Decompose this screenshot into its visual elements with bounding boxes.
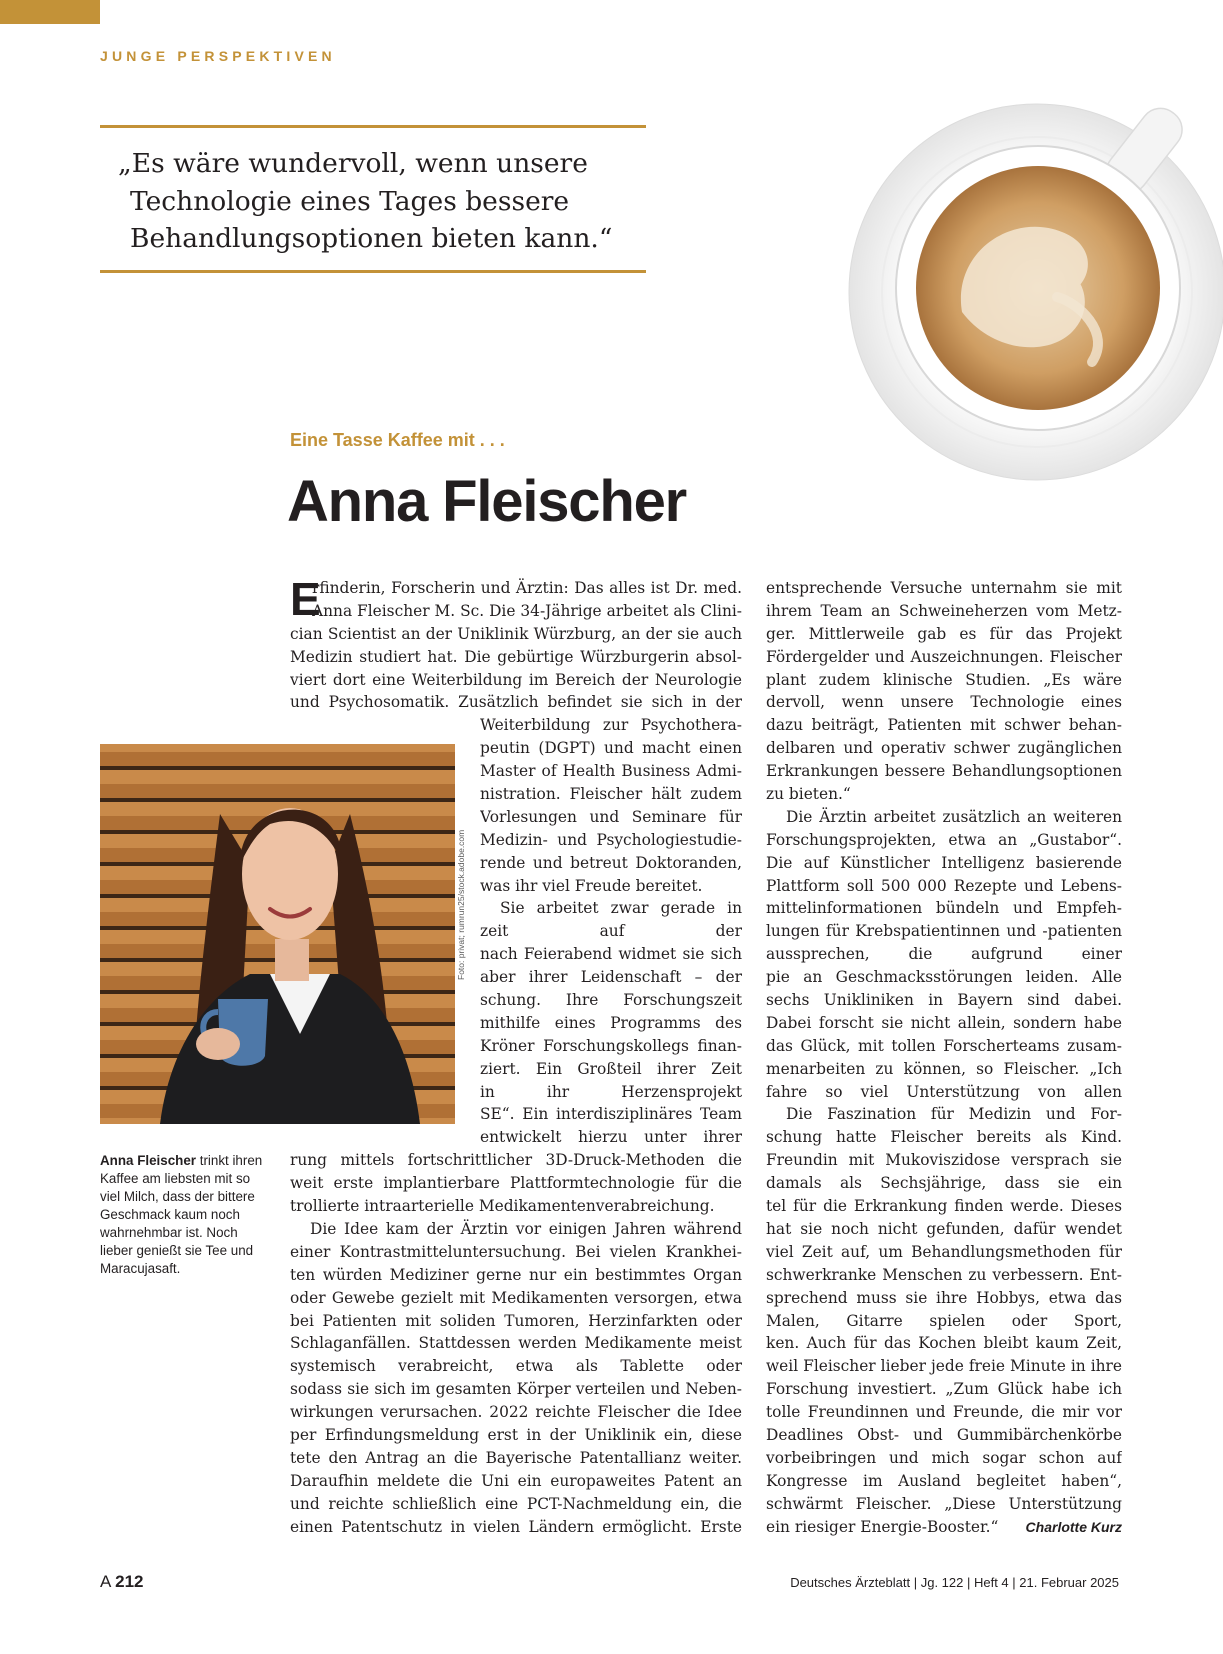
body-line: delbaren und operativ schwer zugänglichen — [766, 739, 1122, 758]
body-line: wirkungen verursachen. 2022 reichte Fleischer die Idee — [290, 1403, 742, 1422]
page-prefix: A — [100, 1572, 116, 1591]
body-line: Erkrankungen bessere Behandlungsoptionen — [766, 762, 1122, 781]
body-line: plant zudem klinische Studien. „Es wäre — [766, 670, 1122, 689]
page-number-value: 212 — [115, 1572, 144, 1591]
body-line: aber ihrer Leidenschaft – der — [480, 968, 742, 987]
body-line: Die Faszination für Medizin und For- — [786, 1105, 1122, 1124]
body-line: Die Ärztin arbeitet zusätzlich an weiteren — [786, 807, 1122, 826]
body-line: Fördergelder und Auszeichnungen. Fleischer — [766, 647, 1122, 666]
body-line: was ihr viel Freude bereitet. — [480, 876, 703, 895]
body-line: Vorlesungen und Seminare für — [480, 807, 742, 826]
article-author: Charlotte Kurz — [1025, 1518, 1122, 1535]
body-line: Daraufhin meldete die Uni ein europaweites Patent an — [290, 1471, 742, 1490]
body-line: schwerkranke Menschen zu verbessern. Ent- — [766, 1265, 1122, 1284]
body-line: mithilfe eines Programms des — [480, 1013, 742, 1032]
body-line: nistration. Fleischer hält zudem — [480, 785, 742, 804]
body-line: rung mittels fortschrittlicher 3D-Druck-Methoden die — [290, 1151, 742, 1170]
body-line: zeit auf der — [480, 922, 742, 941]
body-line: lungen für Krebspatientinnen und -patienten — [766, 922, 1122, 941]
pull-quote — [100, 125, 646, 273]
photo-credit: Foto: privat; rumrun25/stock.adobe.com — [456, 829, 466, 980]
photo-caption — [100, 1152, 270, 1278]
body-line: Forschungsprojekten, etwa an „Gustabor“. — [766, 830, 1122, 849]
body-line: Plattform soll 500 000 Rezepte und Lebens- — [766, 876, 1122, 895]
body-line: SE“. Ein interdisziplinäres Team — [480, 1105, 742, 1124]
body-line: sprechend muss sie ihre Hobbys, etwa das — [766, 1288, 1122, 1307]
body-line: viert dort eine Weiterbildung im Bereich der Neurologie — [290, 670, 742, 689]
body-line-text: ein riesiger Energie-Booster.“ — [766, 1517, 999, 1536]
body-line: entwickelt hierzu unter ihrer — [480, 1128, 742, 1147]
body-line: dazu beiträgt, Patienten mit schwer behan- — [766, 716, 1122, 735]
body-line: Freundin mit Mukoviszidose versprach sie — [766, 1151, 1122, 1170]
body-line: ihrem Team an Schweineherzen vom Metz- — [766, 601, 1122, 620]
body-line: einen Patentschutz in vielen Ländern ermöglicht. Erste — [290, 1517, 742, 1536]
body-line — [766, 1516, 1122, 1539]
body-line: Weiterbildung zur Psychothera- — [480, 716, 742, 735]
body-line: rende und betreut Doktoranden, — [480, 853, 742, 872]
body-line: entsprechende Versuche unternahm sie mit — [766, 579, 1122, 597]
body-line: nach Feierabend widmet sie sich — [480, 945, 742, 964]
body-line: cian Scientist an der Uniklinik Würzburg, an der sie auch — [290, 624, 742, 643]
body-line: Die auf Künstlicher Intelligenz basierende — [766, 853, 1122, 872]
body-line: ten würden Mediziner gerne nur ein bestimmtes Organ — [290, 1265, 742, 1284]
body-line: viel Zeit auf, um Behandlungsmethoden für — [766, 1242, 1122, 1261]
body-line: Anna Fleischer M. Sc. Die 34-Jährige arbeitet als Clini- — [312, 601, 742, 620]
article-headline: Anna Fleischer — [287, 469, 686, 534]
pull-quote-line: Behandlungsoptionen bieten kann.“ — [130, 223, 613, 254]
body-line: schwärmt Fleischer. „Diese Unterstützung — [766, 1494, 1122, 1513]
body-line: damals als Sechsjährige, dass sie ein — [766, 1174, 1122, 1193]
body-line: schung. Ihre Forschungszeit — [480, 991, 742, 1010]
body-line: zu bieten.“ — [766, 785, 851, 804]
body-line: bei Patienten mit soliden Tumoren, Herzinfarkten oder — [290, 1311, 742, 1330]
body-line: Medizin studiert hat. Die gebürtige Würzburgerin absol- — [290, 647, 742, 666]
body-line: menarbeiten zu können, so Fleischer. „Ich — [766, 1059, 1122, 1078]
caption-text: trinkt ihren Kaffee am liebsten mit so viel Milch, dass der bittere Geschmack kaum noch wahrnehmbar ist. Noch lieber genießt sie Tee und Maracujasaft. — [100, 1153, 263, 1276]
body-line: peutin (DGPT) und macht einen — [480, 739, 742, 758]
body-line: hat sie noch nicht gefunden, dafür wendet — [766, 1219, 1122, 1238]
pull-quote-line: Technologie eines Tages bessere — [130, 185, 570, 217]
body-line: systemisch verabreicht, etwa als Tablette oder — [290, 1357, 742, 1376]
body-line: oder Gewebe gezielt mit Medikamenten versorgen, etwa — [290, 1288, 742, 1307]
body-line: und reichte schließlich eine PCT-Nachmeldung ein, die — [290, 1494, 742, 1513]
coffee-cup-image — [842, 92, 1223, 492]
body-line: ken. Auch für das Kochen bleibt kaum Zeit, — [766, 1334, 1122, 1353]
body-line: das Glück, mit tollen Forscherteams zusam- — [766, 1036, 1122, 1055]
body-line: Sie arbeitet zwar gerade in — [500, 899, 742, 918]
body-line: sechs Unikliniken in Bayern sind dabei. — [766, 991, 1122, 1010]
body-line: trollierte intraarterielle Medikamentenverabreichung. — [290, 1197, 715, 1216]
page-number — [100, 1572, 144, 1592]
body-line: Medizin- und Psychologiestudie- — [480, 830, 742, 849]
body-line: schung hatte Fleischer bereits als Kind. — [766, 1128, 1122, 1147]
body-line: pie an Geschmacksstörungen leiden. Alle — [766, 968, 1122, 987]
drop-cap: E — [290, 573, 321, 625]
body-line: fahre so viel Unterstützung von allen — [766, 1082, 1122, 1101]
section-label: JUNGE PERSPEKTIVEN — [100, 48, 336, 64]
body-line: tete den Antrag an die Bayerische Patentallianz weiter. — [290, 1448, 742, 1467]
body-line: per Erfindungsmeldung erst in der Uniklinik ein, diese — [290, 1425, 742, 1444]
body-line: ger. Mittlerweile gab es für das Projekt — [766, 624, 1122, 643]
body-line: Kongresse im Ausland begleitet haben“, — [766, 1471, 1122, 1490]
caption-name: Anna Fleischer — [100, 1153, 196, 1168]
article-kicker: Eine Tasse Kaffee mit . . . — [290, 430, 505, 450]
body-line: weil Fleischer lieber jede freie Minute in ihre — [766, 1357, 1122, 1376]
body-line: tel für die Erkrankung finden werde. Dieses — [766, 1197, 1122, 1216]
body-line: Deadlines Obst- und Gummibärchenkörbe — [766, 1425, 1122, 1444]
body-line: weit erste implantierbare Plattformtechnologie für die — [290, 1174, 742, 1193]
body-line: sodass sie sich im gesamten Körper verteilen und Neben- — [290, 1380, 742, 1399]
body-line: Die Idee kam der Ärztin vor einigen Jahren während — [310, 1219, 742, 1238]
portrait-photo — [100, 744, 455, 1124]
publication-info: Deutsches Ärzteblatt | Jg. 122 | Heft 4 | 21. Februar 2025 — [790, 1575, 1119, 1590]
accent-bar — [0, 0, 100, 24]
body-line: Malen, Gitarre spielen oder Sport, — [766, 1311, 1122, 1330]
body-line: Forschung investiert. „Zum Glück habe ich — [766, 1380, 1122, 1399]
body-line: tolle Freundinnen und Freunde, die mir vor — [766, 1403, 1122, 1422]
body-line: Master of Health Business Admi- — [480, 762, 742, 781]
body-line: einer Kontrastmitteluntersuchung. Bei vielen Krankhei- — [290, 1242, 742, 1261]
body-line: und Psychosomatik. Zusätzlich befindet sie sich in der — [290, 693, 742, 712]
body-line: in ihr Herzensprojekt — [480, 1082, 742, 1101]
body-line: aussprechen, die aufgrund einer — [766, 945, 1122, 964]
body-line: ziert. Ein Großteil ihrer Zeit — [480, 1059, 742, 1078]
body-line: Kröner Forschungskollegs finan- — [480, 1036, 742, 1055]
article-body-right — [766, 577, 1122, 1538]
pull-quote-line: „Es wäre wundervoll, wenn unsere — [118, 148, 588, 179]
body-line: dervoll, wenn unsere Technologie eines — [766, 693, 1122, 712]
body-line: Dabei forscht sie nicht allein, sondern habe — [766, 1013, 1122, 1032]
body-line: vorbeibringen und mich sogar schon auf — [766, 1448, 1122, 1467]
body-line: mittelinformationen bündeln und Empfeh- — [766, 899, 1122, 918]
body-line: rfinderin, Forscherin und Ärztin: Das alles ist Dr. med. — [312, 579, 742, 597]
body-line: Schlaganfällen. Stattdessen werden Medikamente meist — [290, 1334, 742, 1353]
